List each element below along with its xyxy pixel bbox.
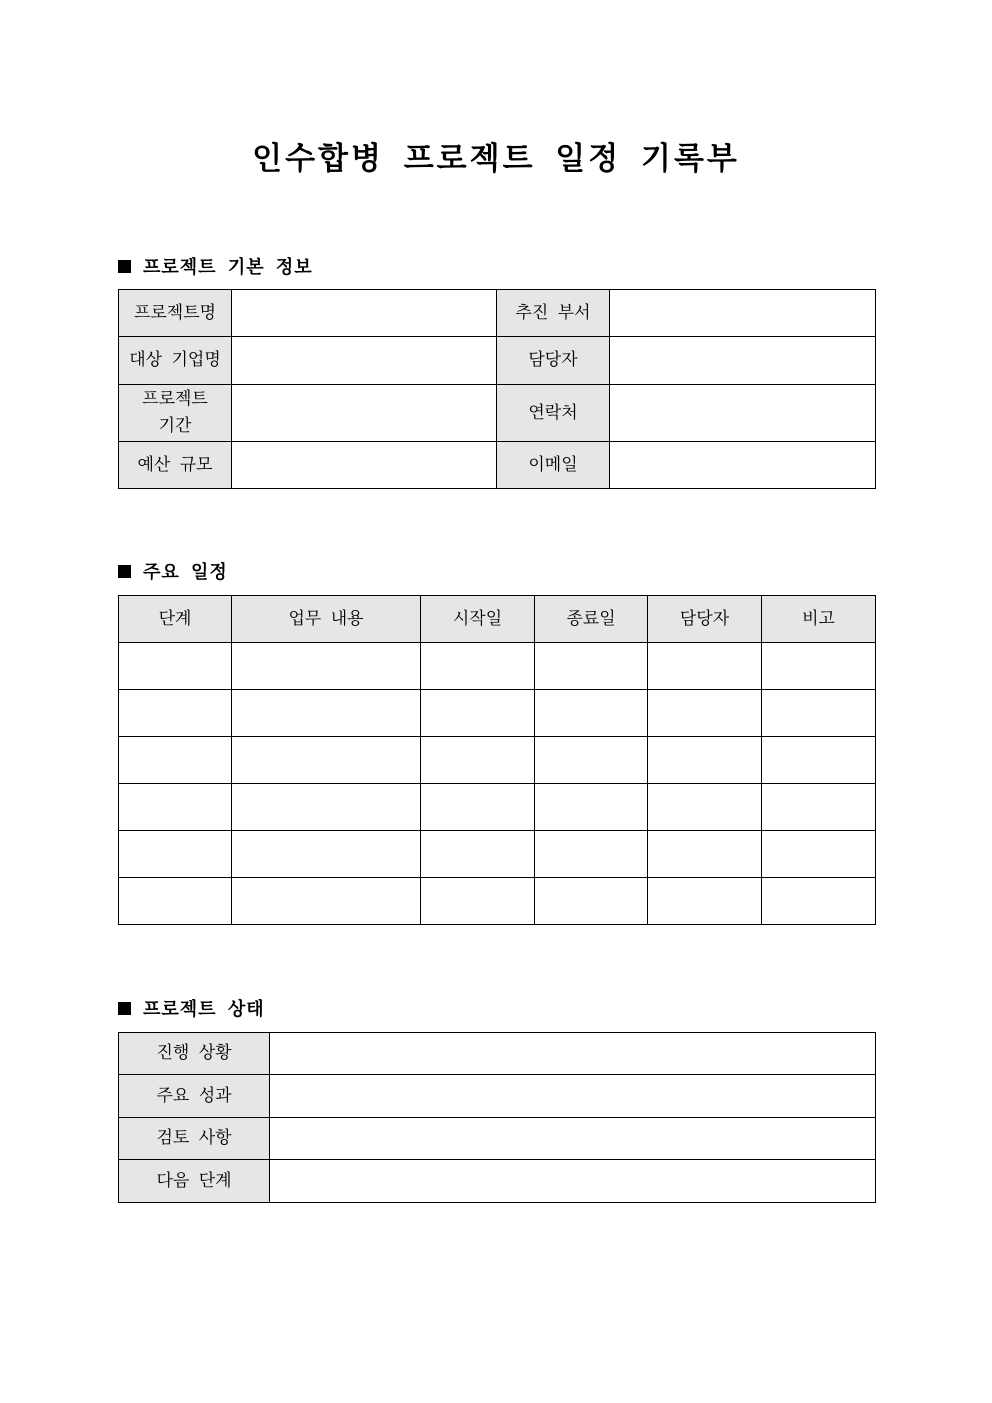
schedule-cell[interactable]: [232, 784, 421, 831]
contact-field[interactable]: [610, 385, 876, 442]
column-header-start-date: 시작일: [421, 596, 535, 643]
schedule-cell[interactable]: [119, 878, 232, 925]
column-header-task: 업무 내용: [232, 596, 421, 643]
table-header-row: [119, 596, 876, 643]
label-progress: 진행 상황: [119, 1033, 270, 1075]
section-heading-basic-info: [118, 253, 313, 279]
section-title: 프로젝트 기본 정보: [143, 257, 313, 278]
table-row: [119, 290, 876, 337]
manager-field[interactable]: [610, 337, 876, 385]
schedule-cell[interactable]: [648, 737, 762, 784]
table-row: [119, 831, 876, 878]
status-table: [118, 1032, 876, 1203]
schedule-cell[interactable]: [119, 784, 232, 831]
label-target-company: 대상 기업명: [119, 337, 232, 385]
column-header-owner: 담당자: [648, 596, 762, 643]
schedule-cell[interactable]: [648, 831, 762, 878]
schedule-cell[interactable]: [421, 737, 535, 784]
schedule-cell[interactable]: [232, 643, 421, 690]
square-bullet-icon: [118, 1002, 131, 1015]
schedule-cell[interactable]: [762, 690, 876, 737]
schedule-cell[interactable]: [421, 643, 535, 690]
schedule-cell[interactable]: [232, 737, 421, 784]
square-bullet-icon: [118, 565, 131, 578]
schedule-cell[interactable]: [421, 784, 535, 831]
label-email: 이메일: [497, 442, 610, 489]
schedule-cell[interactable]: [762, 784, 876, 831]
label-manager: 담당자: [497, 337, 610, 385]
schedule-cell[interactable]: [119, 737, 232, 784]
table-row: [119, 1033, 876, 1075]
table-row: [119, 737, 876, 784]
label-contact: 연락처: [497, 385, 610, 442]
label-project-period: 프로젝트 기간: [119, 385, 232, 442]
table-row: [119, 784, 876, 831]
target-company-field[interactable]: [232, 337, 497, 385]
table-row: [119, 385, 876, 442]
section-title: 주요 일정: [143, 562, 228, 583]
project-period-field[interactable]: [232, 385, 497, 442]
key-results-field[interactable]: [270, 1075, 876, 1118]
schedule-cell[interactable]: [232, 831, 421, 878]
table-row: [119, 442, 876, 489]
schedule-cell[interactable]: [421, 831, 535, 878]
table-row: [119, 1075, 876, 1118]
column-header-end-date: 종료일: [535, 596, 648, 643]
section-title: 프로젝트 상태: [143, 999, 265, 1020]
table-row: [119, 690, 876, 737]
department-field[interactable]: [610, 290, 876, 337]
table-row: [119, 337, 876, 385]
review-items-field[interactable]: [270, 1118, 876, 1160]
schedule-cell[interactable]: [232, 690, 421, 737]
schedule-cell[interactable]: [762, 831, 876, 878]
schedule-cell[interactable]: [535, 737, 648, 784]
schedule-cell[interactable]: [762, 643, 876, 690]
label-key-results: 주요 성과: [119, 1075, 270, 1118]
label-review-items: 검토 사항: [119, 1118, 270, 1160]
schedule-cell[interactable]: [421, 690, 535, 737]
schedule-cell[interactable]: [648, 784, 762, 831]
label-next-steps: 다음 단계: [119, 1160, 270, 1203]
column-header-notes: 비고: [762, 596, 876, 643]
table-row: [119, 1160, 876, 1203]
schedule-cell[interactable]: [535, 831, 648, 878]
page-title: 인수합병 프로젝트 일정 기록부: [252, 141, 740, 177]
progress-field[interactable]: [270, 1033, 876, 1075]
schedule-cell[interactable]: [119, 643, 232, 690]
schedule-cell[interactable]: [119, 831, 232, 878]
section-heading-schedule: [118, 558, 228, 584]
basic-info-table: [118, 289, 876, 489]
section-heading-status: [118, 995, 265, 1021]
email-field[interactable]: [610, 442, 876, 489]
schedule-cell[interactable]: [648, 643, 762, 690]
schedule-cell[interactable]: [648, 690, 762, 737]
schedule-cell[interactable]: [762, 737, 876, 784]
schedule-cell[interactable]: [421, 878, 535, 925]
schedule-cell[interactable]: [535, 690, 648, 737]
schedule-cell[interactable]: [119, 690, 232, 737]
project-name-field[interactable]: [232, 290, 497, 337]
schedule-cell[interactable]: [535, 784, 648, 831]
table-row: [119, 1118, 876, 1160]
budget-field[interactable]: [232, 442, 497, 489]
label-budget: 예산 규모: [119, 442, 232, 489]
label-department: 추진 부서: [497, 290, 610, 337]
square-bullet-icon: [118, 260, 131, 273]
schedule-cell[interactable]: [648, 878, 762, 925]
schedule-cell[interactable]: [762, 878, 876, 925]
schedule-cell[interactable]: [232, 878, 421, 925]
label-project-name: 프로젝트명: [119, 290, 232, 337]
schedule-cell[interactable]: [535, 643, 648, 690]
schedule-cell[interactable]: [535, 878, 648, 925]
table-row: [119, 878, 876, 925]
table-row: [119, 643, 876, 690]
schedule-table: [118, 595, 876, 925]
column-header-stage: 단계: [119, 596, 232, 643]
next-steps-field[interactable]: [270, 1160, 876, 1203]
